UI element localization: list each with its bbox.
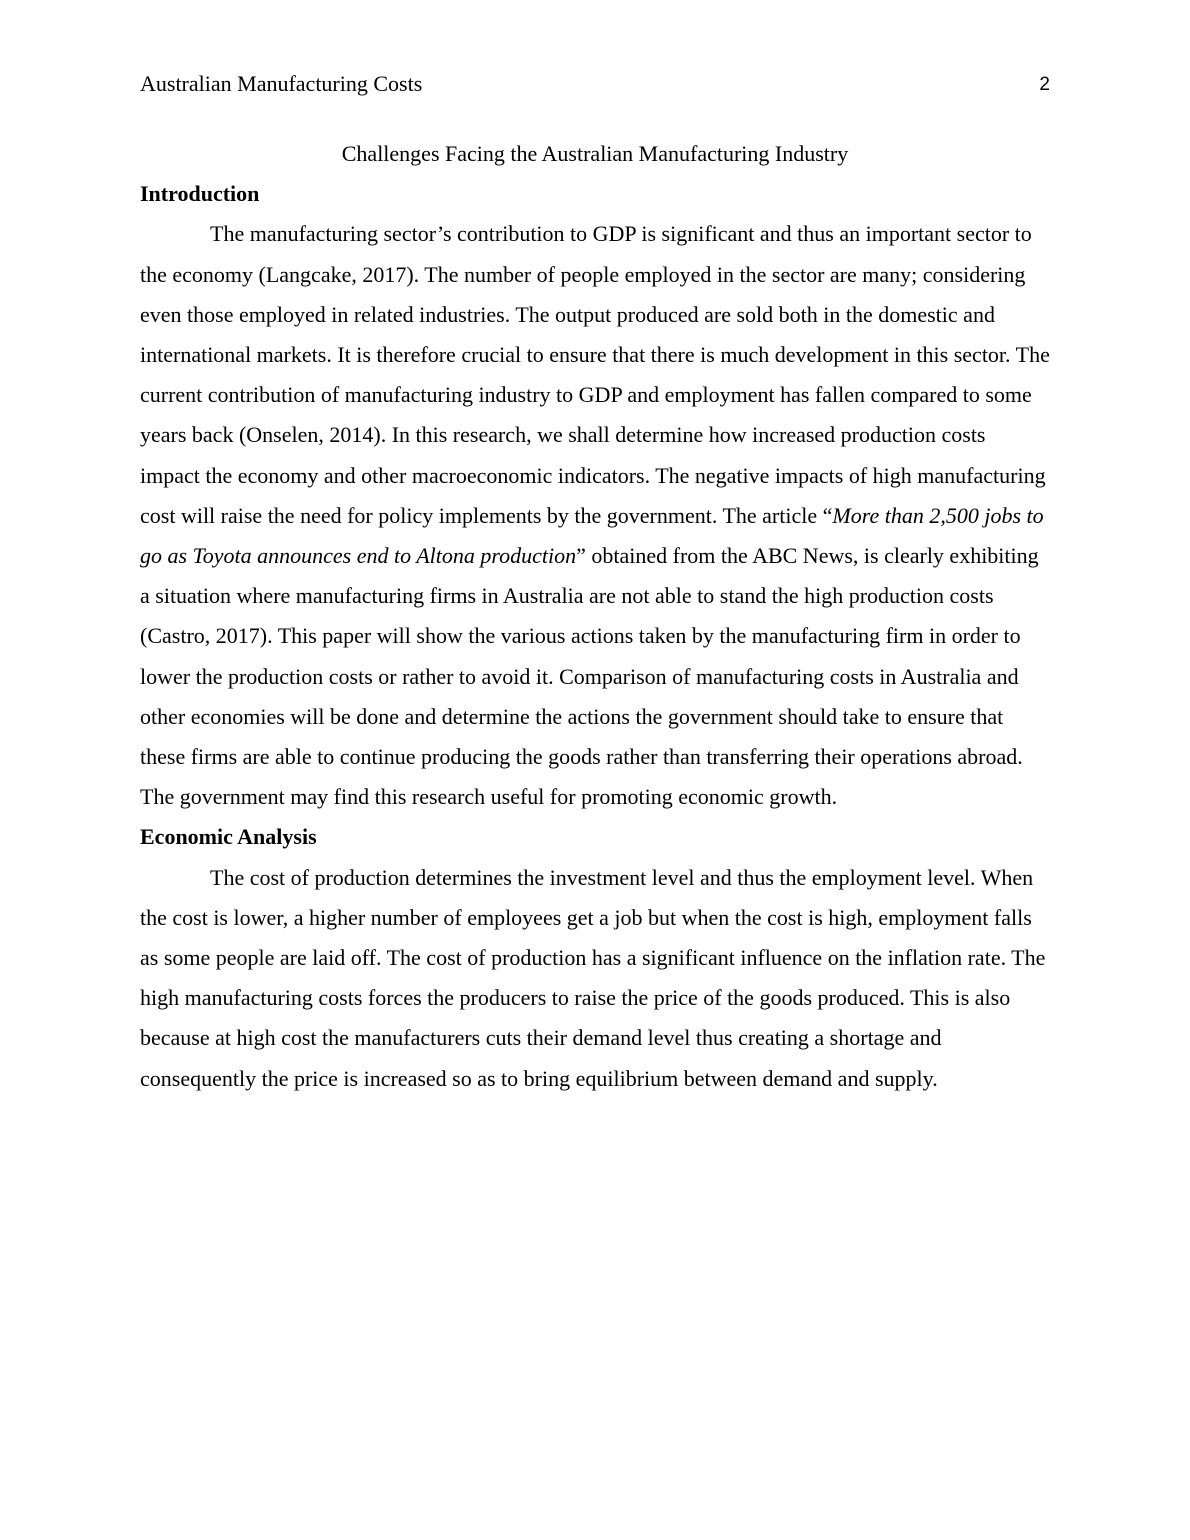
economic-analysis-heading: Economic Analysis bbox=[140, 824, 317, 850]
page-number: 2 bbox=[1039, 74, 1050, 95]
introduction-heading: Introduction bbox=[140, 181, 260, 207]
document-body bbox=[140, 134, 1050, 1099]
document-title: Challenges Facing the Australian Manufacturing Industry bbox=[341, 141, 849, 166]
running-head: Australian Manufacturing Costs bbox=[140, 71, 423, 96]
introduction-text-before-article: The manufacturing sector’s contribution to GDP is significant and thus an important sector to the economy (Langcake, 2017). The number of people employed in the sector are many; considering even those employed in related industries. The output produced are sold both in the domestic and international markets. It is therefore crucial to ensure that there is much development in this sector. The current contribution of manufacturing industry to GDP and employment has fallen compared to some years back (Onselen, 2014). In this research, we shall determine how increased production costs impact the economy and other macroeconomic indicators. The negative impacts of high manufacturing cost will raise the need for policy implements by the government. The article “ bbox=[140, 221, 1050, 528]
economic-analysis-paragraph: The cost of production determines the investment level and thus the employment level. When the cost is lower, a higher number of employees get a job but when the cost is high, employment falls as some people are laid off. The cost of production has a significant influence on the inflation rate. The high manufacturing costs forces the producers to raise the price of the goods produced. This is also because at high cost the manufacturers cuts their demand level thus creating a shortage and consequently the price is increased so as to bring equilibrium between demand and supply. bbox=[140, 864, 1046, 1091]
article-title: More than 2,500 jobs to go as Toyota announces end to Altona production bbox=[140, 502, 1044, 569]
introduction-paragraph bbox=[140, 214, 1050, 817]
introduction-text-after-article: ” obtained from the ABC News, is clearly exhibiting a situation where manufacturing firms in Australia are not able to stand the high production costs (Castro, 2017). This paper will show the various actions taken by the manufacturing firm in order to lower the production costs or rather to avoid it. Comparison of manufacturing costs in Australia and other economies will be done and determine the actions the government should take to ensure that these firms are able to continue producing the goods rather than transferring their operations abroad. The government may find this research useful for promoting economic growth. bbox=[140, 543, 1039, 810]
